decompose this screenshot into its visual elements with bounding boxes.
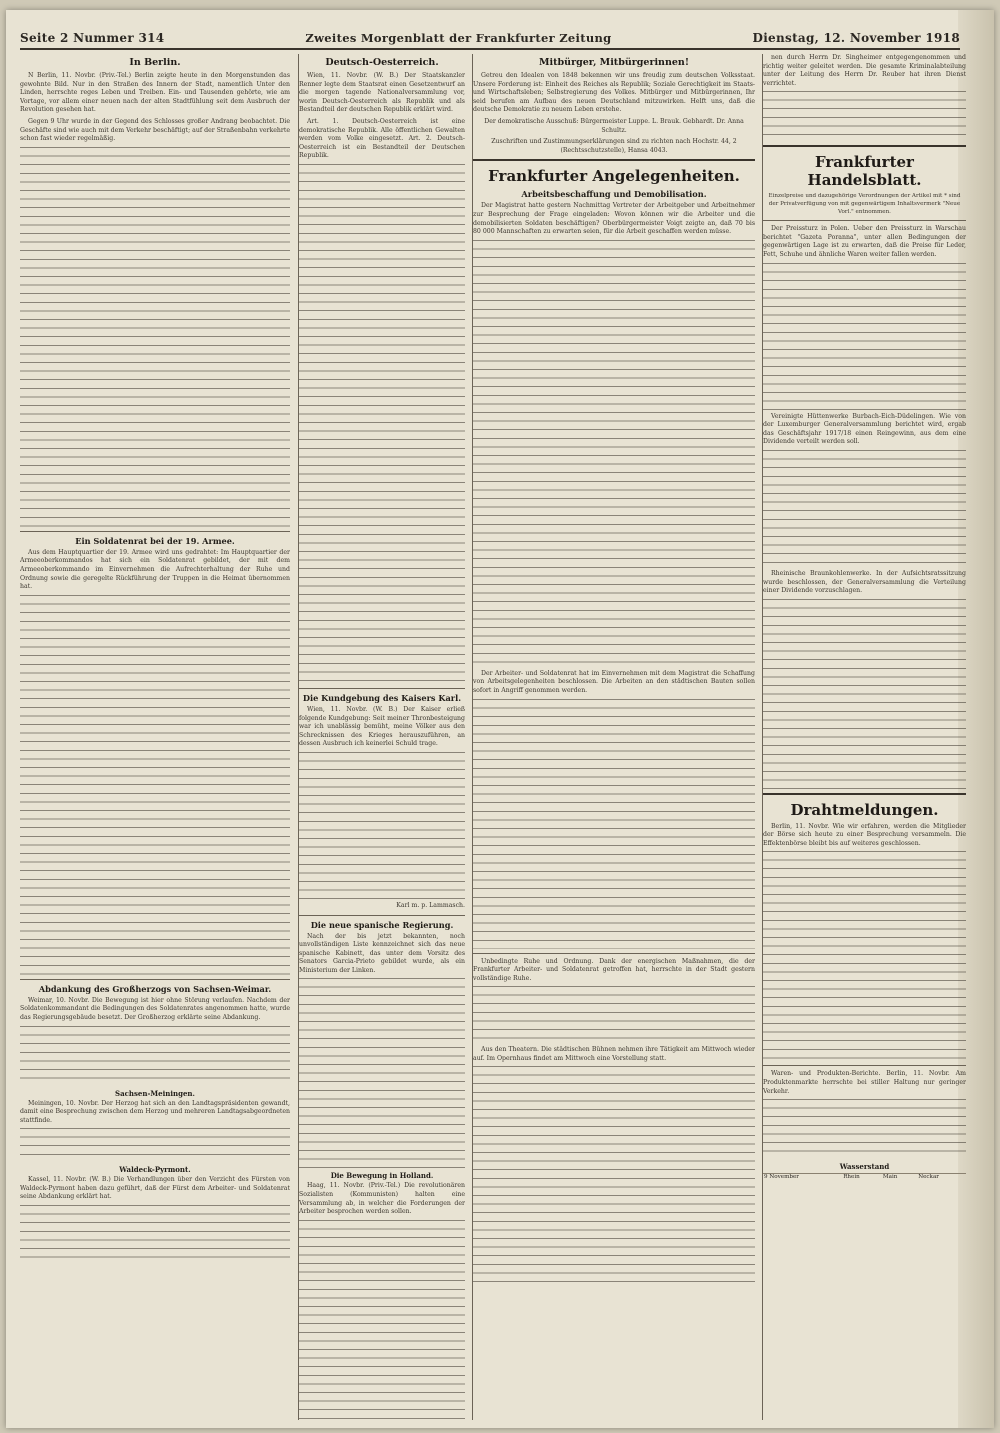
text-block: [299, 164, 465, 684]
text-block: [20, 1205, 290, 1265]
article-waldeck-paragraph: Kassel, 11. Novbr. (W. B.) Die Verhandlungen über den Verzicht des Fürsten von Waldeck-Pyrmont haben dazu geführt, daß der Fürst dem Arbeiter- und Soldatenrat seine Abdankung erklärt hat.: [20, 1176, 290, 1201]
handelsblatt-subtitle: Einzelpreise und dazugehörige Verordnungen der Artikel mit * sind der Privatverfügung von mit gegenwärtigem Inhaltsvermerk "Neue Vorl." entnommen.: [768, 193, 961, 215]
article-berlin-paragraph: Gegen 9 Uhr wurde in der Gegend des Schlosses großer Andrang beobachtet. Die Geschäfte sind wie auch mit dem Verkehr beschäftigt; auf der Straßenbahn verkehrte schon fast wieder regelmäßig.: [20, 117, 290, 143]
headline-arbeitsbeschaffung: Arbeitsbeschaffung und Demobilisation.: [521, 189, 707, 200]
text-block: [20, 595, 290, 975]
text-block: [473, 1066, 755, 1286]
article-waren-paragraph: Waren- und Produkten-Berichte. Berlin, 11. Novbr. Am Produktenmarkte herrschte bei stiller Haltung nur geringer Verkehr.: [763, 1070, 966, 1095]
headline-frankfurter-angelegenheiten: Frankfurter Angelegenheiten.: [488, 167, 740, 186]
article-arbeit-paragraph: Der Magistrat hatte gestern Nachmittag Vertreter der Arbeitgeber und Arbeitnehmer zur Besprechung der Frage eingeladen: Wovon können wir die Arbeiter und die demobilisierten Soldaten beschäftigen? Oberbürgermeister Voigt zeigte an, daß 70 bis 80 000 Mannschaften zu erwarten seien, für die Arbeit geschaffen werden müsse.: [473, 202, 755, 236]
table-cell: 9 November: [763, 1174, 842, 1182]
headline-meiningen: Sachsen-Meiningen.: [115, 1088, 195, 1098]
text-block: [20, 1026, 290, 1086]
headline-holland: Die Bewegung in Holland.: [330, 1171, 434, 1181]
table-cell: Neckar: [917, 1174, 966, 1182]
table-cell: Rhein: [842, 1174, 882, 1182]
text-block: [763, 91, 966, 141]
headline-mitbuerger: Mitbürger, Mitbürgerinnen!: [539, 57, 689, 68]
text-block: [763, 1099, 966, 1159]
text-block: [20, 147, 290, 527]
article-oesterreich-paragraph: Art. 1. Deutsch-Oesterreich ist eine demokratische Republik. Alle öffentlichen Gewalten werden vom Volke eingesetzt. Art. 2. Deutsch-Oesterreich ist ein Bestandteil der Deutschen Republik.: [299, 117, 465, 160]
article-spanien-paragraph: Nach der bis jetzt bekannten, noch unvollständigen Liste kennzeichnet sich das neue spanische Kabinett, das unter dem Vorsitz des Senators Garcia-Prieto gebildet wurde, als ein Ministerium der Linken.: [299, 932, 465, 974]
article-ruhe-paragraph: Unbedingte Ruhe und Ordnung. Dank der energischen Maßnahmen, die der Frankfurter Arbeiter- und Soldatenrat getroffen hat, herrschte in der Stadt gestern vollständige Ruhe.: [473, 957, 755, 982]
page-header: [20, 28, 960, 50]
column-4: [762, 54, 966, 1420]
article-oesterreich-paragraph: Wien, 11. Novbr. (W. B.) Der Staatskanzler Renner legte dem Staatsrat einen Gesetzentwurf an die morgen tagende Nationalversammlung vor, worin Deutsch-Oesterreich als Republik und als Bestandteil der deutschen Republik erklärt wird.: [299, 72, 465, 114]
headline-kundgebung-kaiser: Die Kundgebung des Kaisers Karl.: [302, 692, 462, 703]
article-braunkohle-paragraph: Rheinische Braunkohlenwerke. In der Aufsichtsratssitzung wurde beschlossen, der Generalversammlung die Verteilung einer Dividende vorzuschlagen.: [763, 569, 966, 595]
text-block: [473, 699, 755, 949]
article-huettenwerke-paragraph: Vereinigte Hüttenwerke Burbach-Eich-Düdelingen. Wie von der Luxemburger Generalversammlung berichtet wird, ergab das Geschäftsjahr 1917/18 einen Reingewinn, aus dem eine Dividende verteilt werden soll.: [763, 412, 966, 446]
text-block: [763, 851, 966, 1061]
headline-soldatenrat: Ein Soldatenrat bei der 19. Armee.: [75, 535, 235, 546]
article-continued-paragraph: nen durch Herrn Dr. Singheimer entgegengenommen und richtig weiter geleitet werden. Die gesamte Kriminalabteilung unter der Leitung des Herrn Dr. Reuber hat ihren Dienst verrichtet.: [763, 54, 966, 87]
headline-abdankung-weimar: Abdankung des Großherzogs von Sachsen-Weimar.: [38, 983, 272, 994]
text-block: [20, 1128, 290, 1162]
header-page-number: Seite 2 Nummer 314: [20, 31, 165, 45]
article-weimar-paragraph: Weimar, 10. Novbr. Die Bewegung ist hier ohne Störung verlaufen. Nachdem der Soldatenkommandant die Bedingungen des Soldatenrates angenommen hatte, wurde das Regierungsgebäude besetzt. Der Großherzog erklärte seine Abdankung.: [20, 996, 290, 1021]
wasserstand-table: [763, 1173, 966, 1181]
headline-spanische-regierung: Die neue spanische Regierung.: [310, 919, 454, 930]
headline-berlin: In Berlin.: [129, 57, 181, 68]
headline-waldeck: Waldeck-Pyrmont.: [119, 1165, 191, 1175]
headline-drahtmeldungen: Drahtmeldungen.: [790, 800, 939, 819]
text-block: [763, 599, 966, 789]
column-1: [20, 54, 290, 1420]
article-soldatenrat-paragraph: Aus dem Hauptquartier der 19. Armee wird uns gedrahtet: Im Hauptquartier der Armeeoberkommandos hat sich ein Soldatenrat gebildet, der mit dem Armeeoberkommando im Einvernehmen die Aufrechterhaltung der Ruhe und Ordnung sowie die geregelte Rückführung der Truppen in die Heimat übernommen hat.: [20, 548, 290, 591]
text-block: [299, 752, 465, 902]
table-row: [763, 1174, 966, 1182]
article-berlin-paragraph: N Berlin, 11. Novbr. (Priv.-Tel.) Berlin zeigte heute in den Morgenstunden das gewohnte Bild. Nur in den Straßen des Innern der Stadt, namentlich Unter den Linden, herrschte reges Leben und Treiben. Ein- und Tausenden gehörte, wie am Vortage, vor allem einer neuen nach der alten Stadtfühlung seit dem Ausbruch der Revolution gesehen hat.: [20, 72, 290, 114]
article-theater-paragraph: Aus den Theatern. Die städtischen Bühnen nehmen ihre Tätigkeit am Mittwoch wieder auf. Im Opernhaus findet am Mittwoch eine Vorstellung statt.: [473, 1046, 755, 1062]
appeal-contact: Zuschriften und Zustimmungserklärungen sind zu richten nach Hochstr. 44, 2 (Rechtsschutzstelle), Hansa 4043.: [491, 138, 737, 154]
appeal-paragraph: Getreu den Idealen von 1848 bekennen wir uns freudig zum deutschen Volksstaat. Unsere Forderung ist: Einheit des Reiches als Republik; Soziale Gerechtigkeit im Staats- und Wirtschaftsleben; Selbstregierung des Volkes. Mitbürger und Mitbürgerinnen, Ihr seid berufen am Aufbau des neuen Deutschland mitzuwirken. Helft uns, daß die deutsche Demokratie zu neuem Leben erstehe.: [473, 72, 755, 114]
text-block: [473, 986, 755, 1046]
article-drahtmeldung-paragraph: Berlin, 11. Novbr. Wie wir erfahren, werden die Mitglieder der Börse sich heute zu einer Besprechung versammeln. Die Effektenbörse bleibt bis auf weiteres geschlossen.: [763, 822, 966, 847]
headline-handelsblatt: Frankfurter Handelsblatt.: [807, 153, 922, 190]
table-cell: Main: [882, 1174, 917, 1182]
column-2: [298, 54, 465, 1420]
headline-wasserstand: Wasserstand: [839, 1162, 890, 1172]
article-meiningen-paragraph: Meiningen, 10. Novbr. Der Herzog hat sich an den Landtagspräsidenten gewandt, damit eine Besprechung zwischen dem Herzog und mehreren Landtagsabgeordneten stattfinde.: [20, 1099, 290, 1124]
header-masthead: Zweites Morgenblatt der Frankfurter Zeitung: [305, 31, 612, 45]
newspaper-page: [6, 10, 994, 1428]
header-date: Dienstag, 12. November 1918: [752, 31, 960, 45]
text-block: [299, 978, 465, 1168]
article-preissturz-paragraph: Der Preissturz in Polen. Ueber den Preissturz in Warschau berichtet "Gazeta Poranna", unter allen Bedingungen der gegenwärtigen Lage ist zu erwarten, daß die Preise für Leder, Fett, Schuhe und ähnliche Waren weiter fallen werden.: [763, 225, 966, 258]
article-arbeit-paragraph: Der Arbeiter- und Soldatenrat hat im Einvernehmen mit dem Magistrat die Schaffung von Arbeitsgelegenheiten beschlossen. Die Arbeiten an den städtischen Bauten sollen sofort in Angriff genommen werden.: [473, 669, 755, 694]
text-block: [473, 240, 755, 670]
article-kaiser-paragraph: Wien, 11. Novbr. (W. B.) Der Kaiser erließ folgende Kundgebung: Seit meiner Thronbesteigung war ich unablässig bemüht, meine Völker aus den Schrecknissen des Krieges herauszuführen, an dessen Ausbruch ich keinerlei Schuld trage.: [299, 705, 465, 748]
article-kaiser-signature: Karl m. p. Lammasch.: [396, 901, 465, 909]
headline-deutsch-oesterreich: Deutsch-Oesterreich.: [325, 57, 439, 68]
appeal-committee: Der demokratische Ausschuß: Bürgermeister Luppe. L. Brauk. Gebhardt. Dr. Anna Schultz.: [484, 117, 744, 134]
column-3: [472, 54, 755, 1420]
text-block: [763, 263, 966, 413]
article-holland-paragraph: Haag, 11. Novbr. (Priv.-Tel.) Die revolutionären Sozialisten (Kommunisten) halten eine Versammlung ab, in welcher die Forderungen der Arbeiter besprochen werden sollen.: [299, 1182, 465, 1216]
text-block: [299, 1220, 465, 1420]
text-block: [763, 450, 966, 570]
